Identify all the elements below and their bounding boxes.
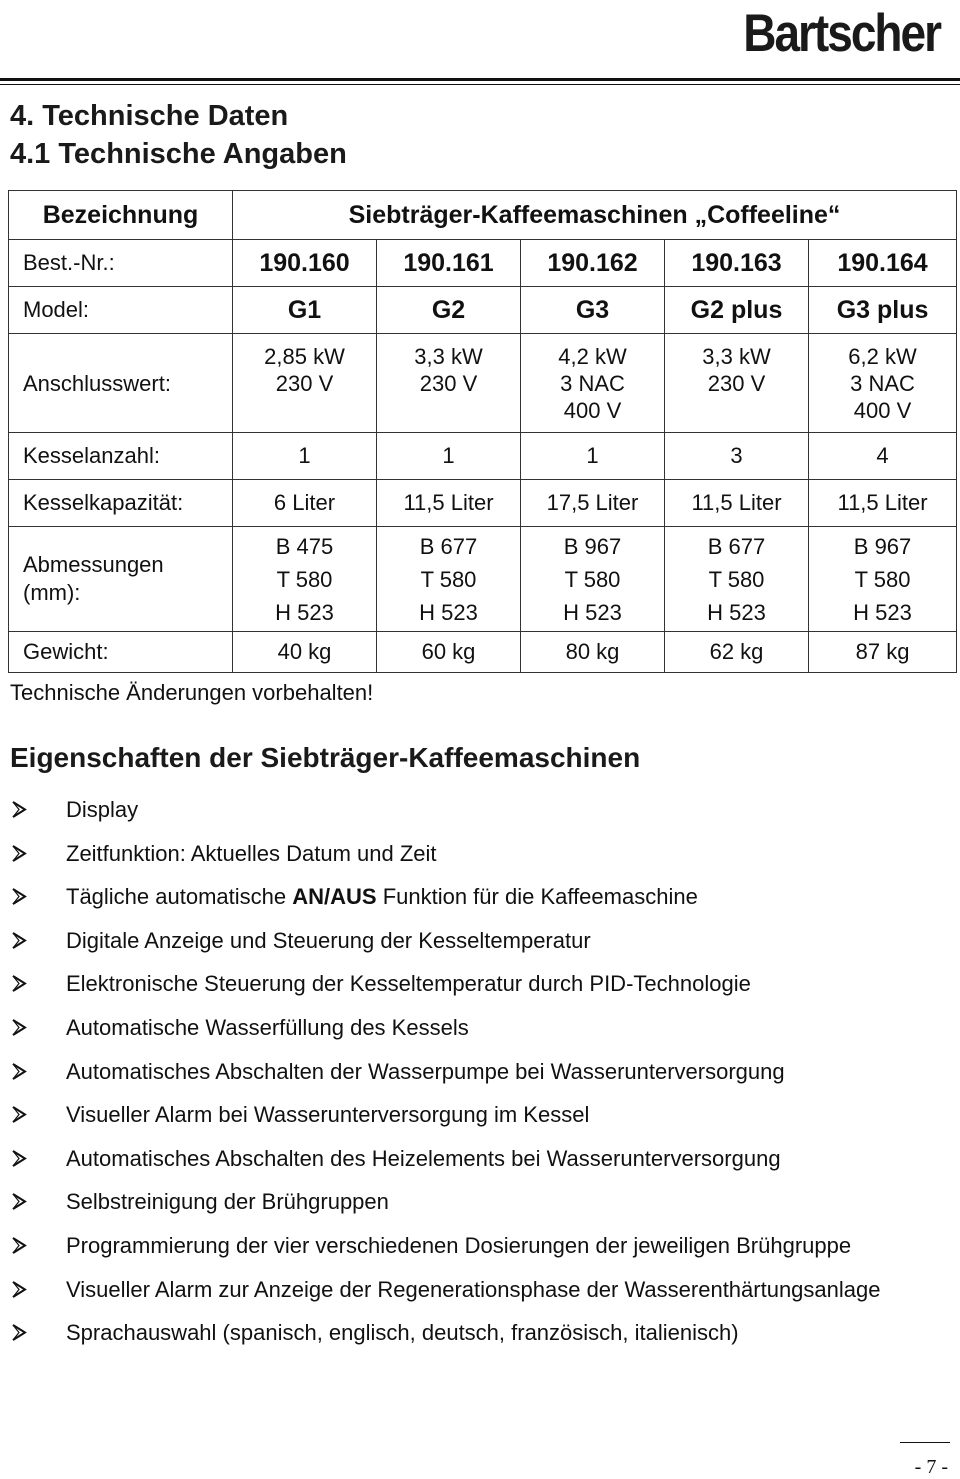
brand-logo: Bartscher: [743, 2, 940, 63]
table-cell: [233, 527, 377, 632]
subsection-title: 4.1 Technische Angaben: [10, 138, 347, 170]
cell-line: T 580: [708, 566, 765, 592]
feature-item: [10, 1319, 940, 1346]
table-cell: [665, 527, 809, 632]
header-divider: [0, 78, 960, 81]
page-number: - 7 -: [914, 1456, 948, 1478]
feature-text: Visueller Alarm zur Anzeige der Regenerationsphase der Wasserenthärtungsanlage: [66, 1276, 881, 1302]
bullet-arrow-icon: [10, 927, 30, 954]
cell-line: B 677: [707, 533, 766, 559]
cell-line: 400 V: [853, 397, 912, 423]
table-header-row: [9, 191, 957, 240]
table-cell: [377, 527, 521, 632]
bullet-arrow-icon: [10, 1319, 30, 1346]
feature-item: [10, 883, 940, 910]
cell-line: T 580: [564, 566, 621, 592]
cell-line: H 523: [419, 599, 478, 625]
cell-line: B 967: [853, 533, 912, 559]
feature-item: [10, 1188, 940, 1215]
header-label-cell: Bezeichnung: [9, 191, 233, 240]
cell-line: 230 V: [275, 370, 334, 396]
cell-line: 230 V: [707, 370, 766, 396]
cell-line: [665, 397, 808, 424]
feature-text: Automatisches Abschalten des Heizelements bei Wasserunterversorgung: [66, 1145, 781, 1171]
table-row-kesselkapazitaet: [9, 480, 957, 527]
row-label: Anschlusswert:: [9, 334, 233, 433]
feature-item: [10, 796, 940, 823]
table-cell: 190.161: [377, 240, 521, 287]
feature-item: [10, 1058, 940, 1085]
feature-item: [10, 1014, 940, 1041]
table-row-model: [9, 287, 957, 334]
cell-line: 230 V: [419, 370, 478, 396]
table-cell: G1: [233, 287, 377, 334]
table-cell: 1: [233, 433, 377, 480]
cell-line: 6,2 kW: [848, 343, 917, 369]
feature-text: Automatisches Abschalten der Wasserpumpe bei Wasserunterversorgung: [66, 1058, 785, 1084]
feature-item: [10, 1276, 940, 1303]
table-cell: 40 kg: [233, 632, 377, 673]
feature-text: Tägliche automatische: [66, 884, 293, 910]
row-label: Kesselkapazität:: [9, 480, 233, 527]
feature-text: Digitale Anzeige und Steuerung der Kesseltemperatur: [66, 927, 591, 953]
cell-line: H 523: [853, 599, 912, 625]
table-cell: [809, 334, 957, 433]
feature-text: Zeitfunktion: Aktuelles Datum und Zeit: [66, 840, 437, 866]
cell-line: B 677: [419, 533, 478, 559]
section-title: 4. Technische Daten: [10, 100, 289, 132]
bullet-arrow-icon: [10, 840, 30, 867]
feature-text-bold: AN/AUS: [292, 884, 377, 910]
feature-item: [10, 927, 940, 954]
cell-line: 3,3 kW: [414, 343, 483, 369]
table-cell: 3: [665, 433, 809, 480]
feature-item: [10, 1232, 940, 1259]
cell-line: T 580: [420, 566, 477, 592]
table-cell: 11,5 Liter: [377, 480, 521, 527]
table-cell: 87 kg: [809, 632, 957, 673]
table-cell: [521, 334, 665, 433]
row-label: Best.-Nr.:: [9, 240, 233, 287]
bullet-arrow-icon: [10, 1145, 30, 1172]
table-cell: [521, 527, 665, 632]
table-cell: 62 kg: [665, 632, 809, 673]
cell-line: 4,2 kW: [558, 343, 627, 369]
bullet-arrow-icon: [10, 1058, 30, 1085]
row-label-line: (mm):: [23, 580, 81, 605]
bullet-arrow-icon: [10, 970, 30, 997]
table-cell: [377, 334, 521, 433]
cell-line: T 580: [276, 566, 333, 592]
cell-line: T 580: [854, 566, 911, 592]
feature-text: Visueller Alarm bei Wasserunterversorgung im Kessel: [66, 1102, 590, 1128]
cell-line: B 967: [563, 533, 622, 559]
table-row-gewicht: [9, 632, 957, 673]
properties-title: Eigenschaften der Siebträger-Kaffeemaschinen: [10, 742, 641, 773]
bullet-arrow-icon: [10, 1014, 30, 1041]
table-row-anschlusswert: [9, 334, 957, 433]
footer-divider: [900, 1442, 950, 1443]
row-label: Model:: [9, 287, 233, 334]
table-cell: 190.162: [521, 240, 665, 287]
changes-note: Technische Änderungen vorbehalten!: [10, 680, 374, 705]
feature-text: Automatische Wasserfüllung des Kessels: [66, 1014, 469, 1040]
bullet-arrow-icon: [10, 796, 30, 823]
bullet-arrow-icon: [10, 1232, 30, 1259]
table-row-abmessungen: [9, 527, 957, 632]
cell-line: H 523: [707, 599, 766, 625]
cell-line: 2,85 kW: [264, 343, 345, 369]
feature-text: Elektronische Steuerung der Kesseltemperatur durch PID-Technologie: [66, 971, 751, 997]
feature-text: Selbstreinigung der Brühgruppen: [66, 1189, 389, 1215]
table-cell: [665, 334, 809, 433]
cell-line: B 475: [275, 533, 334, 559]
table-cell: 11,5 Liter: [665, 480, 809, 527]
bullet-arrow-icon: [10, 883, 30, 910]
cell-line: 3 NAC: [560, 370, 625, 396]
table-cell: [233, 334, 377, 433]
header-divider-thin: [0, 84, 960, 85]
table-cell: G2: [377, 287, 521, 334]
feature-text: Programmierung der vier verschiedenen Dosierungen der jeweiligen Brühgruppe: [66, 1232, 852, 1258]
table-cell: 60 kg: [377, 632, 521, 673]
row-label: Gewicht:: [9, 632, 233, 673]
table-cell: 190.163: [665, 240, 809, 287]
table-cell: 1: [521, 433, 665, 480]
feature-list: [10, 796, 940, 1363]
table-cell: 190.160: [233, 240, 377, 287]
cell-line: 3,3 kW: [702, 343, 771, 369]
feature-item: [10, 840, 940, 867]
feature-item: [10, 970, 940, 997]
table-cell: G3 plus: [809, 287, 957, 334]
row-label-line: Abmessungen: [23, 552, 164, 577]
table-row-bestnr: [9, 240, 957, 287]
table-cell: 190.164: [809, 240, 957, 287]
table-cell: 17,5 Liter: [521, 480, 665, 527]
bullet-arrow-icon: [10, 1276, 30, 1303]
table-cell: G2 plus: [665, 287, 809, 334]
feature-text: Funktion für die Kaffeemaschine: [376, 884, 698, 910]
table-cell: 6 Liter: [233, 480, 377, 527]
cell-line: 3 NAC: [850, 370, 915, 396]
cell-line: H 523: [275, 599, 334, 625]
cell-line: [233, 397, 376, 424]
bullet-arrow-icon: [10, 1188, 30, 1215]
table-cell: 4: [809, 433, 957, 480]
feature-text: Display: [66, 797, 139, 822]
spec-table: [8, 190, 957, 673]
table-row-kesselanzahl: [9, 433, 957, 480]
cell-line: H 523: [563, 599, 622, 625]
feature-text: Sprachauswahl (spanisch, englisch, deutsch, französisch, italienisch): [66, 1320, 739, 1346]
table-cell: 80 kg: [521, 632, 665, 673]
cell-line: 400 V: [563, 397, 622, 423]
header-product-cell: Siebträger-Kaffeemaschinen „Coffeeline“: [233, 191, 957, 240]
table-cell: G3: [521, 287, 665, 334]
cell-line: [377, 397, 520, 424]
row-label: [9, 527, 233, 632]
table-cell: 11,5 Liter: [809, 480, 957, 527]
table-cell: [809, 527, 957, 632]
table-cell: 1: [377, 433, 521, 480]
feature-item: [10, 1145, 940, 1172]
feature-item: [10, 1101, 940, 1128]
row-label: Kesselanzahl:: [9, 433, 233, 480]
bullet-arrow-icon: [10, 1101, 30, 1128]
